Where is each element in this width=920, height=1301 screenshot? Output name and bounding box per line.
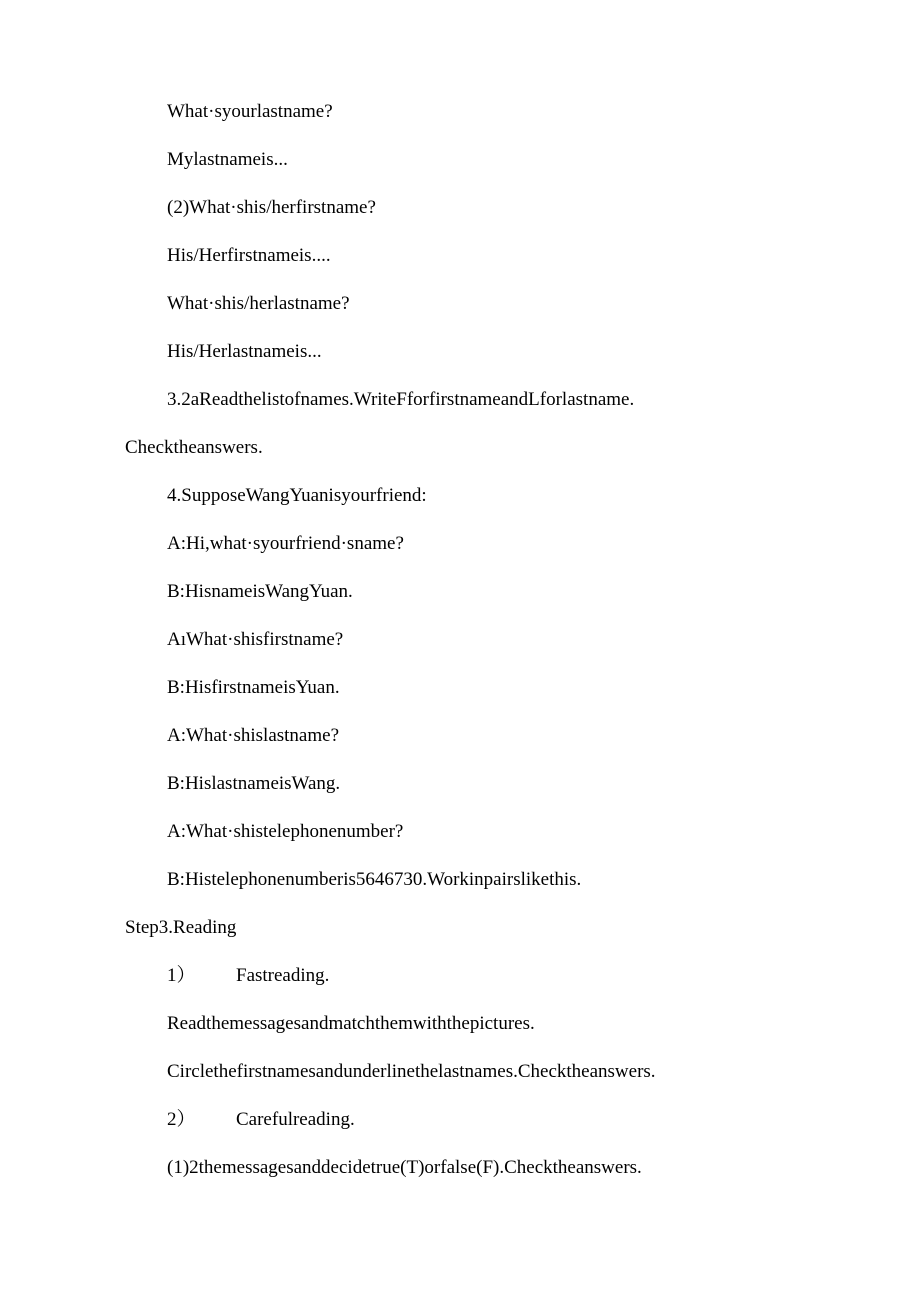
section-heading: Step3.Reading — [125, 917, 237, 938]
text-line: (2)What·shis/herfirstname? — [167, 197, 376, 218]
text-line: B:HisnameisWangYuan. — [167, 581, 353, 602]
text-line: A:What·shislastname? — [167, 725, 340, 746]
text-line: What·shis/herlastname? — [167, 293, 350, 314]
list-item — [167, 965, 329, 987]
list-item — [167, 1109, 355, 1131]
text-line: A:What·shistelephonenumber? — [167, 821, 404, 842]
list-item-text: Fastreading. — [236, 965, 330, 986]
list-number: 2） — [167, 1109, 196, 1130]
text-line: B:HisfirstnameisYuan. — [167, 677, 340, 698]
list-number: 1） — [167, 965, 196, 986]
text-line: Readthemessagesandmatchthemwiththepictures. — [167, 1013, 535, 1034]
text-line: Mylastnameis... — [167, 149, 288, 170]
text-line: 3.2aReadthelistofnames.WriteFforfirstnameandLforlastname. — [167, 389, 635, 410]
text-line: (1)2themessagesanddecidetrue(T)orfalse(F).Checktheanswers. — [167, 1157, 642, 1178]
text-line: A:Hi,what·syourfriend·sname? — [167, 533, 404, 554]
text-line: What·syourlastname? — [167, 101, 333, 122]
text-line: Circlethefirstnamesandunderlinethelastnames.Checktheanswers. — [167, 1061, 656, 1082]
text-line: B:Histelephonenumberis5646730.Workinpairslikethis. — [167, 869, 582, 890]
text-line: B:HislastnameisWang. — [167, 773, 341, 794]
text-line: AıWhat·shisfirstname? — [167, 629, 344, 650]
text-line: His/Herfirstnameis.... — [167, 245, 331, 266]
list-item-text: Carefulreading. — [236, 1109, 355, 1130]
text-line: His/Herlastnameis... — [167, 341, 322, 362]
text-line: Checktheanswers. — [125, 437, 263, 458]
text-line: 4.SupposeWangYuanisyourfriend: — [167, 485, 427, 506]
